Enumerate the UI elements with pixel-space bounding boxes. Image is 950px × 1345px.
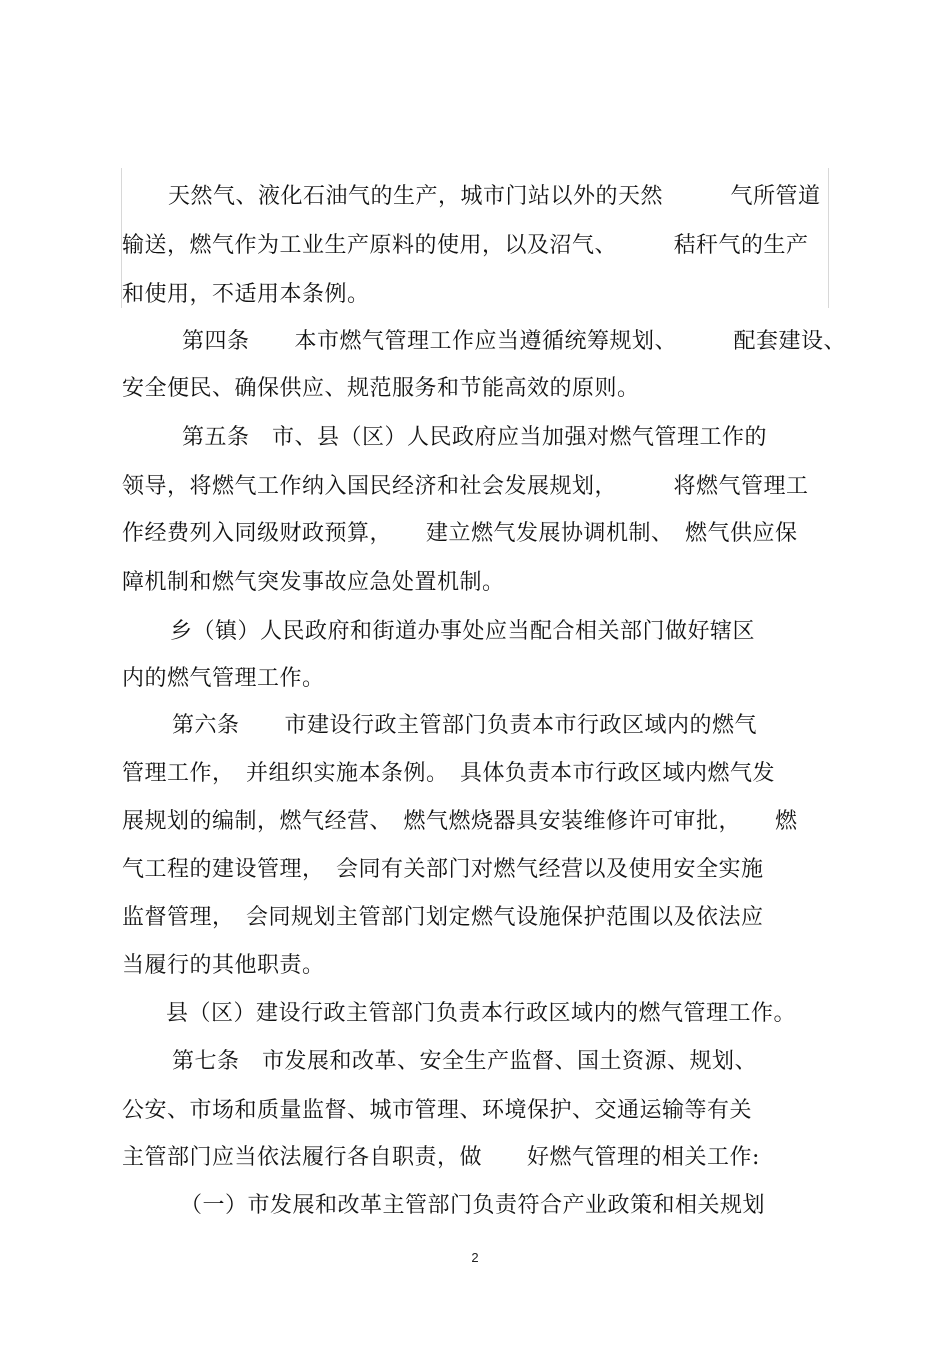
text-line: 县（区）建设行政主管部门负责本行政区域内的燃气管理工作。 [166, 1001, 797, 1026]
page-number: 2 [471, 1250, 479, 1265]
text-line: 主管部门应当依法履行各自职责，做 好燃气管理的相关工作: [122, 1145, 760, 1170]
text-line: （一）市发展和改革主管部门负责符合产业政策和相关规划 [180, 1193, 766, 1218]
text-line: 公安、市场和质量监督、城市管理、环境保护、交通运输等有关 [122, 1098, 753, 1123]
text-line: 第六条 市建设行政主管部门负责本市行政区域内的燃气 [172, 713, 758, 738]
text-line: 和使用，不适用本条例。 [122, 282, 370, 307]
text-line: 第四条 本市燃气管理工作应当遵循统筹规划、 配套建设、 [182, 329, 847, 354]
text-line: 输送，燃气作为工业生产原料的使用，以及沼气、 秸秆气的生产 [122, 233, 809, 258]
text-line: 管理工作， 并组织实施本条例。 具体负责本市行政区域内燃气发 [122, 761, 776, 786]
text-line: 安全便民、确保供应、规范服务和节能高效的原则。 [122, 376, 640, 401]
text-line: 气工程的建设管理， 会同有关部门对燃气经营以及使用安全实施 [122, 857, 764, 882]
text-line: 第七条 市发展和改革、安全生产监督、国土资源、规划、 [172, 1049, 758, 1074]
text-line: 天然气、液化石油气的生产，城市门站以外的天然 气所管道 [168, 184, 821, 209]
text-line: 障机制和燃气突发事故应急处置机制。 [122, 570, 505, 595]
text-line: 第五条 市、县（区）人民政府应当加强对燃气管理工作的 [182, 425, 768, 450]
right-margin-rule [828, 168, 829, 308]
text-line: 乡（镇）人民政府和街道办事处应当配合相关部门做好辖区 [170, 619, 756, 644]
text-line: 展规划的编制，燃气经营、 燃气燃烧器具安装维修许可审批， 燃 [122, 809, 798, 834]
text-line: 内的燃气管理工作。 [122, 666, 325, 691]
text-line: 当履行的其他职责。 [122, 953, 325, 978]
text-line: 监督管理， 会同规划主管部门划定燃气设施保护范围以及依法应 [122, 905, 764, 930]
text-line: 领导，将燃气工作纳入国民经济和社会发展规划， 将燃气管理工 [122, 474, 809, 499]
text-line: 作经费列入同级财政预算， 建立燃气发展协调机制、 燃气供应保 [122, 521, 798, 546]
